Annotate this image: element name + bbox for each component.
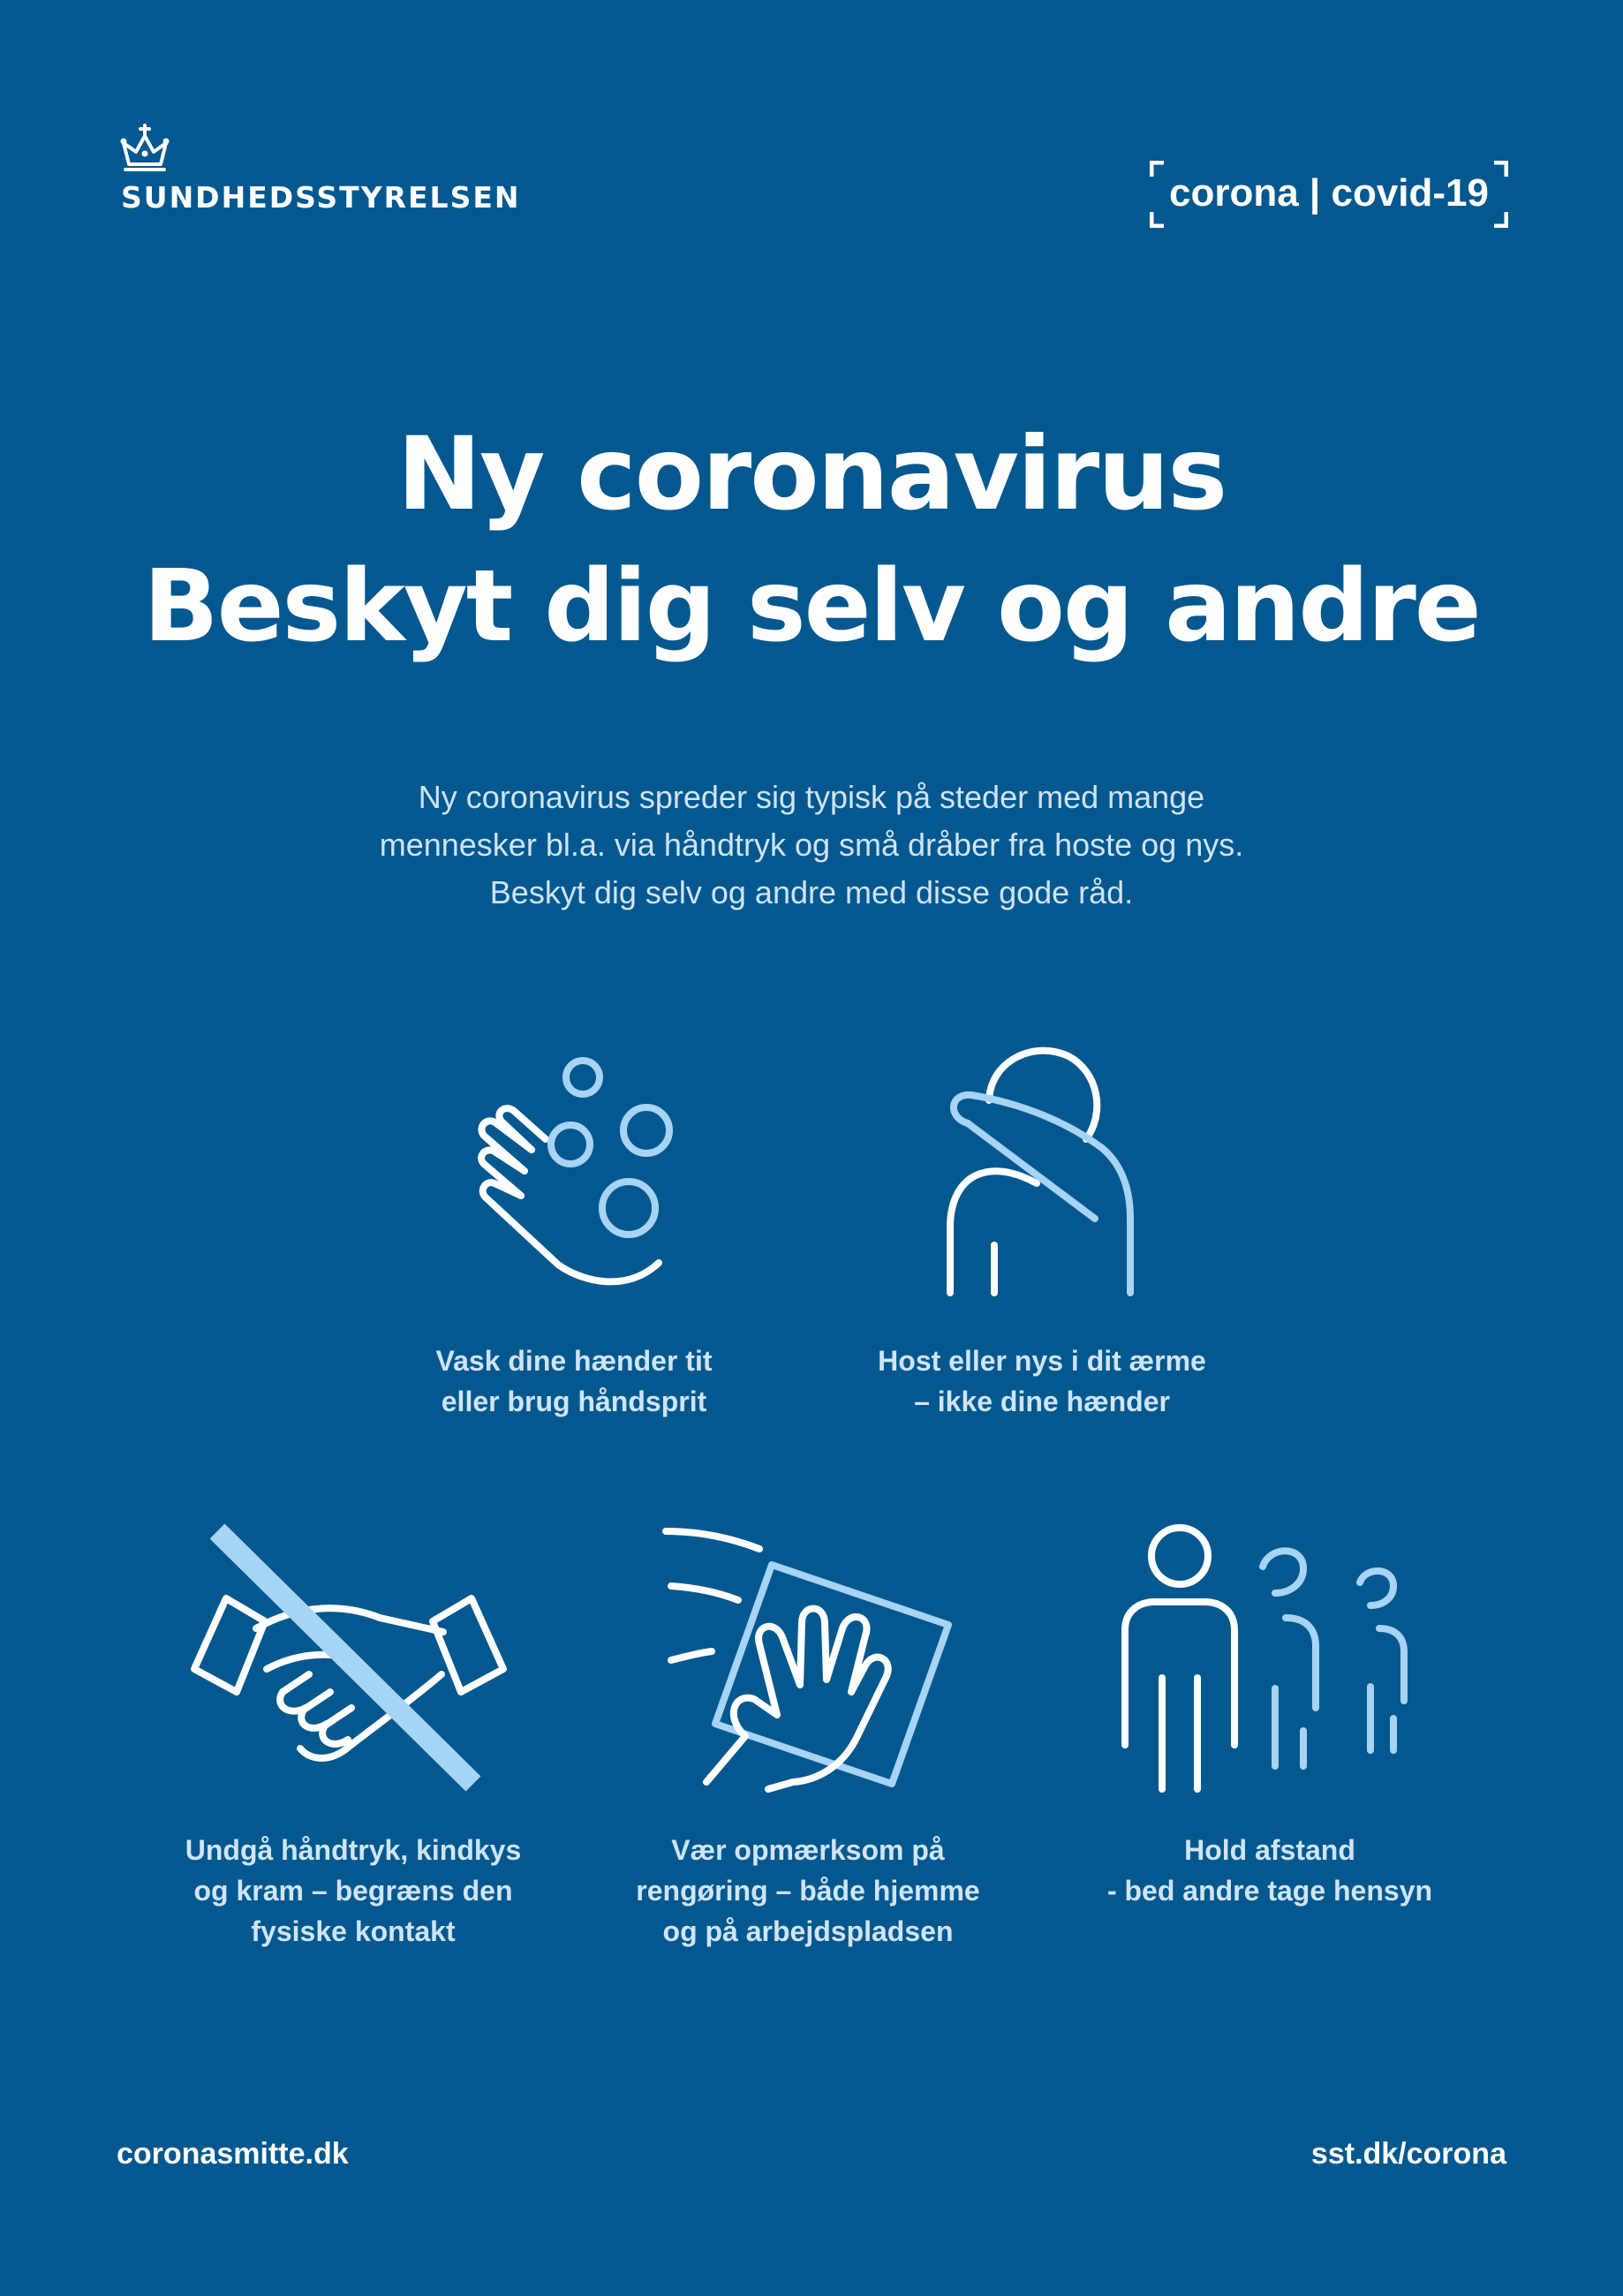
crown-icon	[117, 124, 173, 173]
headline-line-1: Ny coronavirus	[396, 415, 1227, 532]
headline	[0, 408, 1623, 673]
intro-line: Ny coronavirus spreder sig typisk på steder med mange	[418, 779, 1205, 815]
no-handshake-icon	[185, 1519, 521, 1801]
intro-line: mennesker bl.a. via håndtryk og små dråber fra hoste og nys.	[379, 827, 1244, 863]
tip-line: og på arbejdspladsen	[662, 1915, 954, 1947]
tip-line: rengøring – både hjemme	[636, 1875, 980, 1907]
sst-corona-link[interactable]: sst.dk/corona	[1310, 2137, 1506, 2171]
cough-sleeve-icon	[936, 1042, 1166, 1307]
tip-line: Vær opmærksom på	[671, 1834, 945, 1866]
tip-line: Host eller nys i dit ærme	[878, 1345, 1206, 1377]
tip-line: - bed andre tage hensyn	[1106, 1875, 1433, 1907]
hand-washing-icon	[459, 1042, 689, 1307]
tip-text-cough-sleeve	[804, 1341, 1280, 1422]
intro-line: Beskyt dig selv og andre med disse gode råd.	[489, 874, 1134, 910]
cleaning-icon	[662, 1519, 962, 1801]
tip-text-keep-distance	[1031, 1830, 1508, 1911]
tip-line: eller brug håndsprit	[441, 1386, 707, 1417]
tip-line: Undgå håndtryk, kindkys	[185, 1834, 522, 1866]
logo-text: SUNDHEDSSTYRELSEN	[121, 180, 521, 215]
tip-text-cleaning	[570, 1830, 1046, 1952]
tip-line: – ikke dine hænder	[914, 1386, 1170, 1417]
tip-text-hand-washing	[336, 1341, 812, 1422]
tip-line: fysiske kontakt	[251, 1915, 456, 1947]
coronasmitte-link[interactable]: coronasmitte.dk	[117, 2137, 349, 2171]
tip-line: og kram – begræns den	[193, 1875, 513, 1907]
keep-distance-icon	[1104, 1519, 1439, 1801]
sundhedsstyrelsen-logo	[117, 124, 521, 221]
headline-line-2: Beskyt dig selv og andre	[143, 549, 1480, 664]
tip-line: Hold afstand	[1184, 1834, 1355, 1866]
tip-line: Vask dine hænder tit	[435, 1345, 713, 1377]
tip-text-no-handshake	[115, 1830, 592, 1952]
intro-text	[0, 774, 1623, 917]
corona-covid-brand	[1150, 161, 1508, 228]
brand-label: corona | covid-19	[1169, 171, 1489, 215]
